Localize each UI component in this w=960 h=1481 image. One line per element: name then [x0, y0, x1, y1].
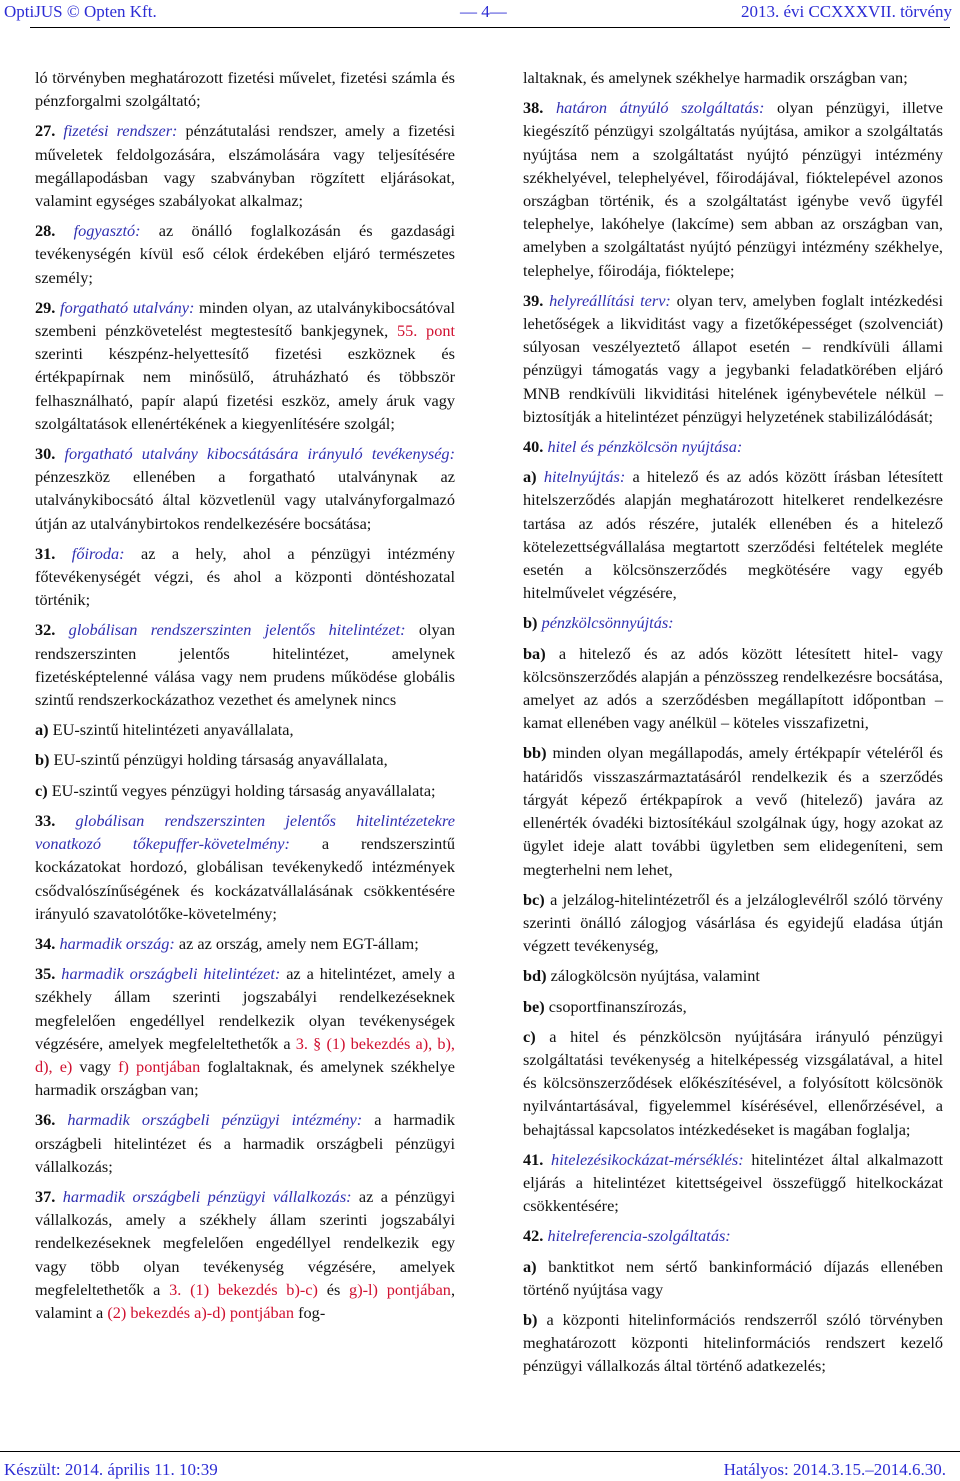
def-number: 38. — [523, 98, 544, 118]
def-number: 39. — [523, 290, 544, 310]
def-text: olyan terv, amelyben foglalt intézkedési lehetőségek a likviditást vagy a fizetőképességet (szolvenciát) súlyosan veszélyeztető állapot esetén – rendkívüli állami pénzügyi támogatás vagy a jegybanki feladatkörében eljáró MNB rendkívüli likviditási hitelének igénybevétele nélkül – biztosítják a hitelintézet pénzügyi helyzetének stabilizálódását; — [523, 290, 943, 426]
item-letter: be) — [523, 996, 545, 1016]
right-column — [523, 66, 943, 1385]
item-letter: bb) — [523, 743, 547, 763]
definition-32 — [35, 618, 455, 711]
def-text: az a hely, ahol a pénzügyi intézmény főtevékenységét végzi, és ahol a központi döntéshozatal történik; — [35, 543, 456, 610]
header-law-title: 2013. évi CCXXXVII. törvény — [740, 2, 952, 21]
def-text: fog- — [294, 1302, 326, 1322]
def-number: 32. — [35, 620, 56, 640]
def-text: olyan pénzügyi, illetve kiegészítő pénzügyi szolgáltatás nyújtása, amikor a szolgáltatás nyújtása nem a szolgáltatást nyújtó pénzügyi intézmény székhelyével, telephelyével, főirodájával, fióktelepével azonos országban történik, és a szolgáltatást igénybe vevő ügyfél telephelye, lakóhelye (lakcíme) sem abban az országban van, amelyben a szolgáltatást nyújtó pénzügyi intézmény székhelye, telephelye, főirodája, fióktelepe; — [523, 98, 943, 280]
crossref-link[interactable]: 3. (1) bekezdés b)-c) — [169, 1279, 318, 1299]
item-text: a hitel és pénzkölcsön nyújtására irányuló pénzügyi szolgáltatási tevékenység a hitelképesség vizsgálatával, a hitel és kölcsönszerződések előkészítésével, a folyósított kölcsönök nyilvántartásával, figyelemmel kísérésével, ellenőrzésével, a behajtással kapcsolatos intézkedéseket is magában foglalja; — [523, 1026, 943, 1139]
def-text: szerinti készpénz-helyettesítő fizetési eszköznek és értékpapírnak nem minősülő, átruházható és többször felhasználható, papír alapú fizetési eszköz, amely áruk vagy szolgáltatások ellenértékének a kiegyenlítésére szolgál; — [35, 344, 455, 433]
item-letter: c) — [35, 780, 48, 800]
def-text: és — [317, 1279, 350, 1299]
def-text: pénzátutalási rendszer, amely a fizetési műveletek feldolgozására, elszámolására vagy teljesítésére megállapodásban vagy szabványban rögzített eljárásokat, valamint egységes szabályokat alkalmaz; — [35, 121, 455, 211]
item-letter: a) — [523, 467, 537, 487]
def-number: 37. — [35, 1186, 56, 1206]
item-text: csoportfinanszírozás, — [544, 996, 687, 1016]
def-term: fogyasztó: — [73, 221, 141, 241]
item-text: banktitkot nem sértő bankinformáció díjazás ellenében történő nyújtása vagy — [523, 1256, 943, 1299]
definition-40 — [523, 435, 943, 458]
definition-28 — [35, 219, 455, 289]
def-text: minden olyan, az utalványkibocsátóval szembeni pénzkövetelést megtestesítő bankjegynek, — [35, 297, 455, 341]
def-term: főiroda: — [71, 543, 125, 563]
def-number: 35. — [35, 964, 56, 984]
sub-item-a — [35, 718, 455, 741]
def-term: harmadik országbeli pénzügyi vállalkozás: — [62, 1186, 352, 1206]
definition-39 — [523, 289, 943, 428]
sub-item-bb — [523, 741, 943, 880]
item-letter: b) — [523, 1309, 538, 1329]
definition-33 — [35, 809, 455, 925]
text: ló törvényben meghatározott fizetési művelet, fizetési számla és pénzforgalmi szolgáltató; — [35, 68, 455, 111]
sub-item-b — [35, 748, 455, 771]
def-text: vagy — [72, 1056, 119, 1076]
def-number: 29. — [35, 297, 56, 317]
definition-31 — [35, 542, 455, 612]
footer-divider — [0, 1451, 960, 1452]
def-term: globálisan rendszerszinten jelentős hitelintézetekre vonatkozó tőkepuffer-követelmény: — [35, 810, 455, 854]
def-term: hitel és pénzkölcsön nyújtása: — [547, 437, 743, 457]
def-text: a rendszerszintű kockázatokat hordozó, globálisan tevékenykedő intézmények csődvalószínűségének és kockázatvállalásának csökkentésére irányuló szavatolótőke-követelmény; — [35, 834, 455, 923]
crossref-link[interactable]: g)-l) pontjában — [349, 1279, 451, 1299]
def-term: harmadik ország: — [59, 933, 175, 953]
definition-41 — [523, 1148, 943, 1218]
def-text: a harmadik országbeli hitelintézet és a harmadik országbeli pénzügyi vállalkozás; — [35, 1110, 455, 1176]
sub-item-b — [523, 1308, 943, 1378]
item-letter: ba) — [523, 643, 546, 663]
def-text: az a pénzügyi vállalkozás, amely a székhely állam szerinti jogszabályi rendelkezéseknek megfelelően engedéllyel rendelkezik egy vagy több olyan tevékenység végzésére, amelyek megfeleltethetők a — [35, 1186, 455, 1299]
def-number: 31. — [35, 543, 56, 563]
sub-item-ba — [523, 642, 943, 735]
page-header — [0, 0, 960, 24]
def-term: határon átnyúló szolgáltatás: — [556, 98, 765, 118]
item-letter: c) — [523, 1026, 536, 1046]
def-text: az a hitelintézet, amely a székhely állam szerinti jogszabályi rendelkezéseknek megfelelően engedéllyel rendelkezik olyan tevékenységek végzésére, amelyek megfeleltethetők a — [35, 964, 455, 1053]
item-letter: b) — [35, 750, 50, 770]
item-text: minden olyan megállapodás, amely értékpapír vételéről és határidős visszaszármaztatásáról rendelkezik és a szerződés tárgyát képező értékpapírok a vevő (hitelező) javára az ellenérték óvadéki biztosítékául szolgálnak úgy, hogy azokat az ügylet ideje alatt további ügyletben sem elidegeníteni, sem megterhelni nem lehet, — [523, 743, 943, 879]
def-term: hitelezésikockázat-mérséklés: — [551, 1149, 744, 1169]
definition-30 — [35, 442, 455, 535]
def-number: 30. — [35, 444, 56, 464]
item-term: pénzkölcsönnyújtás: — [541, 613, 674, 633]
item-term: hitelnyújtás: — [543, 467, 626, 487]
item-text: a hitelező és az adós között írásban létesített hitelszerződés alapján meghatározott hitelkeret rendelkezésre tartása az adós részére, jutalék ellenében és a hitelező kötelezettségvállalása megtartott szerződési feltételek megléte esetén a kölcsönszerződés megkötésére vagy egyéb hitelművelet végzésére, — [523, 467, 944, 603]
def-term: fizetési rendszer: — [63, 121, 178, 141]
definition-34 — [35, 932, 455, 955]
def-text: az önálló foglalkozásán és gazdasági tevékenységén kívül eső célok érdekében eljáró természetes személy; — [35, 221, 455, 287]
item-letter: bc) — [523, 889, 545, 909]
header-page-number: — 4— — [460, 2, 507, 21]
def-term: harmadik országbeli pénzügyi intézmény: — [67, 1110, 363, 1130]
paragraph-cont — [35, 66, 455, 112]
item-letter: bd) — [523, 966, 547, 986]
item-text: a központi hitelinformációs rendszerről szóló törvényben meghatározott központi hitelinformációs rendszert kezelő pénzügyi vállalkozás által történő adatkezelés; — [523, 1309, 943, 1376]
definition-35 — [35, 962, 455, 1101]
footer-created: Készült: 2014. április 11. 10:39 — [4, 1460, 218, 1479]
def-number: 42. — [523, 1226, 544, 1246]
sub-item-c — [523, 1025, 943, 1141]
def-term: globálisan rendszerszinten jelentős hitelintézet: — [68, 620, 406, 640]
def-number: 36. — [35, 1110, 56, 1130]
item-text: a hitelező és az adós között létesített hitel- vagy kölcsönszerződés alapján a pénzösszeg rendelkezésre bocsátása, amelyet az adós a szerződésben megállapított időpontban – kamat ellenében vagy anélkül – köteles visszafizetni, — [523, 643, 943, 733]
def-number: 27. — [35, 121, 56, 141]
sub-item-a — [523, 1255, 943, 1301]
definition-27 — [35, 119, 455, 212]
def-term: forgatható utalvány: — [60, 297, 195, 317]
def-number: 40. — [523, 437, 544, 457]
item-letter: a) — [35, 720, 49, 740]
item-text: zálogkölcsön nyújtása, valamint — [546, 966, 760, 986]
def-term: hitelreferencia-szolgáltatás: — [547, 1226, 731, 1246]
definition-42 — [523, 1224, 943, 1247]
item-text: a jelzálog-hitelintézetről és a jelzáloglevélről szóló törvény szerinti önálló zálogjog vásárlása és egyidejű eladása útján végzett tevékenység, — [523, 889, 943, 956]
item-letter: a) — [523, 1256, 537, 1276]
item-text: EU-szintű vegyes pénzügyi holding társaság anyavállalata; — [47, 780, 436, 800]
crossref-link[interactable]: 55. pont — [396, 321, 455, 341]
def-number: 34. — [35, 933, 56, 953]
definition-29 — [35, 296, 455, 435]
def-text: olyan rendszerszinten jelentős hitelintézet, amelynek fizetésképtelenné válása vagy nem prudens működése globális szintű rendszerkockázathoz vezethet és amelynek nincs — [35, 620, 456, 710]
def-text: pénzeszköz ellenében a forgatható utalványnak az utalványkibocsátó által közvetlenül vagy utalványforgalmazó útján az utalványbirtokos rendelkezésére bocsátása; — [35, 467, 455, 533]
paragraph-cont — [523, 66, 943, 89]
sub-item-bd — [523, 964, 943, 987]
crossref-link[interactable]: 3. § (1) bekezdés a), b), d), e) — [35, 1033, 456, 1076]
left-column — [35, 66, 455, 1331]
item-text: EU-szintű hitelintézeti anyavállalata, — [48, 720, 294, 740]
sub-item-a — [523, 465, 943, 604]
def-term: harmadik országbeli hitelintézet: — [61, 964, 281, 984]
crossref-link[interactable]: (2) bekezdés a)-d) pontjában — [107, 1302, 295, 1322]
definition-38 — [523, 96, 943, 282]
sub-item-b — [523, 611, 943, 634]
def-number: 41. — [523, 1149, 544, 1169]
def-text: foglaltaknak, és amelynek székhelye harmadik országban van; — [35, 1056, 456, 1100]
sub-item-c — [35, 779, 455, 802]
sub-item-be — [523, 995, 943, 1018]
crossref-link[interactable]: f) pontjában — [118, 1056, 201, 1076]
text: laltaknak, és amelynek székhelye harmadik országban van; — [523, 68, 908, 87]
def-text: , valamint a — [35, 1279, 456, 1322]
def-number: 33. — [35, 810, 56, 830]
header-publisher: OptiJUS © Opten Kft. — [4, 2, 157, 21]
definition-37 — [35, 1185, 455, 1324]
footer-validity: Hatályos: 2014.3.15.–2014.6.30. — [723, 1460, 946, 1479]
def-text: hitelintézet által alkalmazott eljárás a hitelintézet kitettségeivel összefüggő hitelkockázat csökkentésére; — [523, 1149, 943, 1216]
header-divider — [30, 27, 950, 28]
def-term: forgatható utalvány kibocsátására irányuló tevékenység: — [64, 444, 455, 464]
def-text: az az ország, amely nem EGT-állam; — [174, 933, 419, 953]
def-term: helyreállítási terv: — [549, 290, 671, 310]
item-letter: b) — [523, 613, 538, 633]
sub-item-bc — [523, 888, 943, 958]
def-number: 28. — [35, 221, 56, 241]
item-text: EU-szintű pénzügyi holding társaság anyavállalata, — [49, 750, 388, 770]
definition-36 — [35, 1108, 455, 1178]
